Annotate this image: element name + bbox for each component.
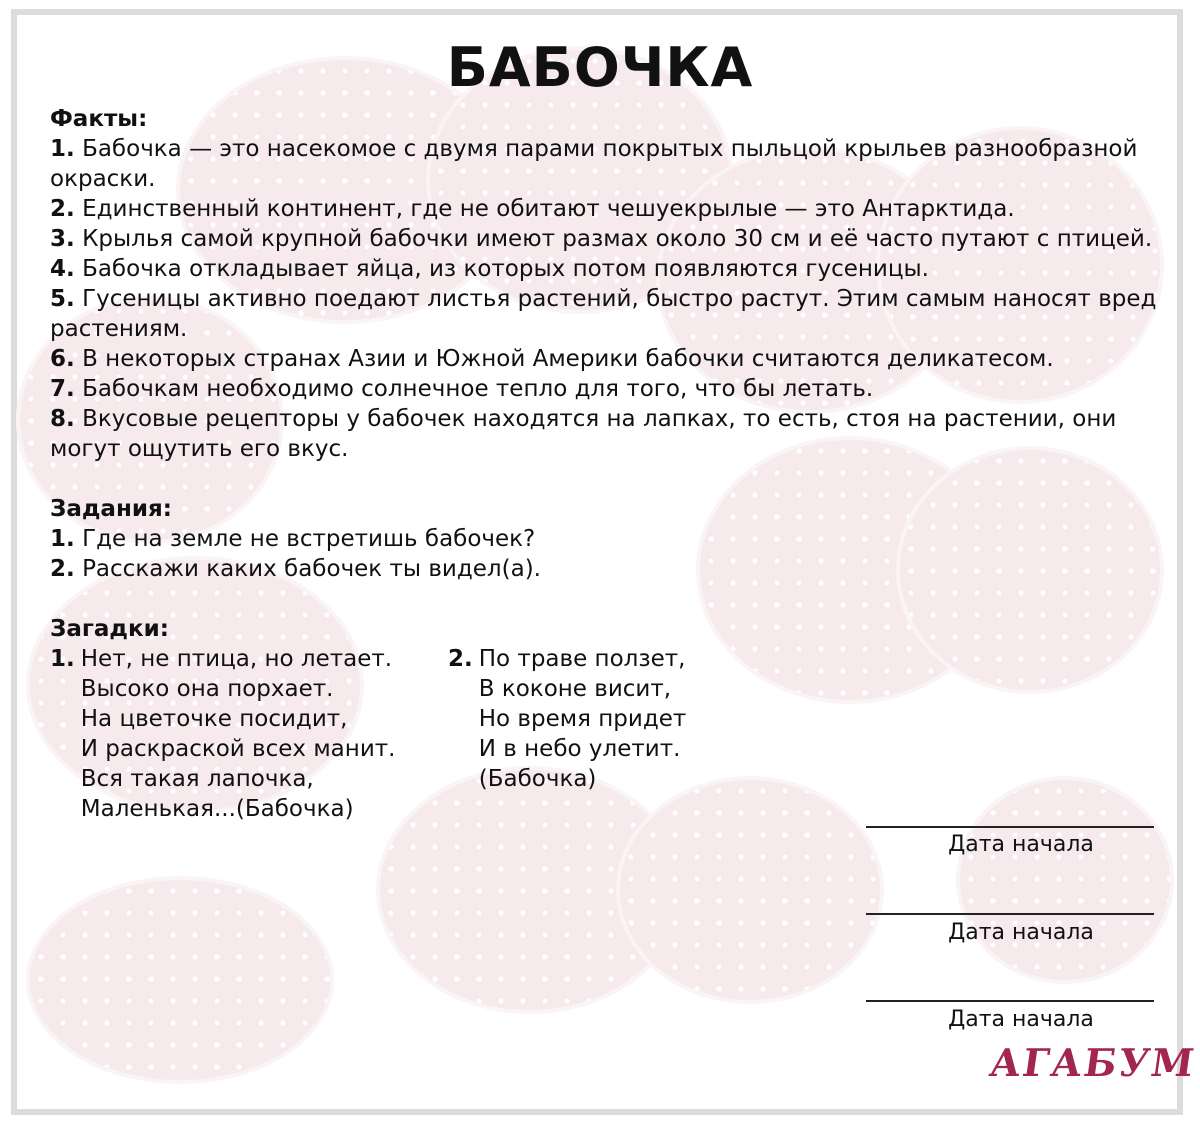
riddle-line: И раскраской всех манит. xyxy=(80,736,396,762)
signature-label: Дата начала xyxy=(948,1007,1094,1032)
riddle-line: Высоко она порхает. xyxy=(80,676,334,702)
riddles-heading: Загадки: xyxy=(50,616,169,642)
signature-label: Дата начала xyxy=(948,832,1094,857)
worksheet-content xyxy=(50,104,1160,824)
riddle-line: (Бабочка) xyxy=(478,766,597,792)
tasks-heading: Задания: xyxy=(50,496,172,522)
riddle-line: На цветочке посидит, xyxy=(80,706,348,732)
riddle-line: По траве ползет, xyxy=(478,646,686,672)
fact-item: 6. В некоторых странах Азии и Южной Америки бабочки считаются деликатесом. xyxy=(50,346,1054,372)
agabum-logo: АГАБУМ xyxy=(986,1040,1199,1085)
facts-heading: Факты: xyxy=(50,106,148,132)
fact-item: 8. Вкусовые рецепторы у бабочек находятся на лапках, то есть, стоя на растении, они могут ощутить его вкус. xyxy=(50,406,1117,462)
riddle-line: Маленькая...(Бабочка) xyxy=(80,796,354,822)
page-title: БАБОЧКА xyxy=(446,36,754,99)
fact-item: 2. Единственный континент, где не обитают чешуекрылые — это Антарктида. xyxy=(50,196,1015,222)
fact-item: 3. Крылья самой крупной бабочки имеют размах около 30 см и её часто путают с птицей. xyxy=(50,226,1153,252)
signature-line xyxy=(866,1000,1154,1002)
task-item: 1. Где на земле не встретишь бабочек? xyxy=(50,526,536,552)
cloud xyxy=(30,880,330,1080)
fact-item: 4. Бабочка откладывает яйца, из которых потом появляются гусеницы. xyxy=(50,256,929,282)
facts-list xyxy=(50,134,1160,464)
riddle-line: Вся такая лапочка, xyxy=(80,766,314,792)
fact-item: 7. Бабочкам необходимо солнечное тепло для того, что бы летать. xyxy=(50,376,874,402)
signature-line xyxy=(866,913,1154,915)
riddle-line: В коконе висит, xyxy=(478,676,672,702)
riddle-item: 2. По траве ползет, В коконе висит, Но время придет И в небо улетит. (Бабочка) xyxy=(448,646,687,792)
signature-label: Дата начала xyxy=(948,920,1094,945)
task-item: 2. Расскажи каких бабочек ты видел(а). xyxy=(50,556,541,582)
riddle-line: И в небо улетит. xyxy=(478,736,681,762)
signature-line xyxy=(866,826,1154,828)
fact-item: 5. Гусеницы активно поедают листья растений, быстро растут. Этим самым наносят вред растениям. xyxy=(50,286,1157,342)
fact-item: 1. Бабочка — это насекомое с двумя парами покрытых пыльцой крыльев разнообразной окраски. xyxy=(50,136,1138,192)
riddle-line: Но время придет xyxy=(478,706,687,732)
riddles-list xyxy=(50,644,1160,824)
riddle-line: Нет, не птица, но летает. xyxy=(80,646,393,672)
riddle-item: 1. Нет, не птица, но летает. Высоко она порхает. На цветочке посидит, И раскраской всех манит. Вся такая лапочка, Маленькая...(Бабочка) xyxy=(50,646,396,822)
